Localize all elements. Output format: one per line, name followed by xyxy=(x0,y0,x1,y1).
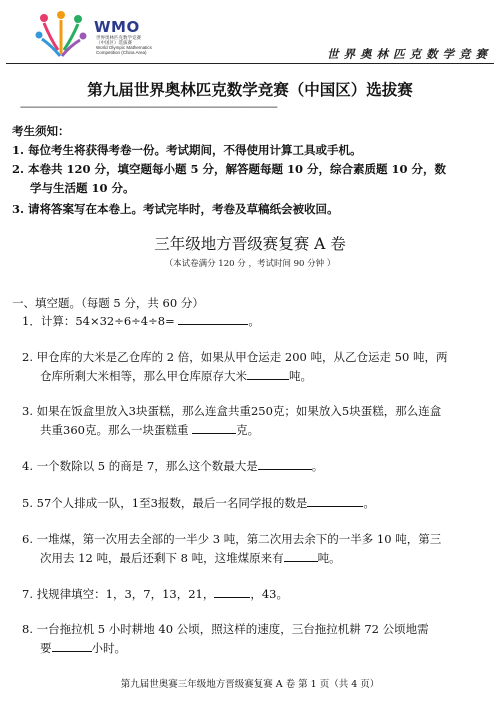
logo-small-line: （中国区）选拔赛 xyxy=(96,40,132,45)
question-text: 。 xyxy=(248,314,260,328)
page-title: 第九届世界奥林匹克数学竞赛（中国区）选拔赛 xyxy=(87,80,413,99)
question-text: 吨。 xyxy=(289,369,312,383)
question-text: 吨。 xyxy=(317,551,341,565)
answer-blank[interactable] xyxy=(214,585,250,598)
note-item: 3. 请将答案写在本卷上。考试完毕时，考卷及草稿纸会被收回。 xyxy=(12,202,339,216)
question-text: 。 xyxy=(363,496,375,510)
answer-blank[interactable] xyxy=(192,421,236,434)
question-text: 仓库所剩大米相等，那么甲仓库原存大米 xyxy=(40,369,247,383)
question-2-line-1: 2. 甲仓库的大米是乙仓库的 2 倍，如果从甲仓运走 200 吨，从乙仓运走 50 吨，两 xyxy=(22,350,448,364)
question-text: ，43。 xyxy=(250,587,288,601)
question-4 xyxy=(22,457,323,476)
question-7 xyxy=(22,585,288,604)
question-1 xyxy=(22,312,260,331)
note-item: 2. 本卷共 120 分，填空题每小题 5 分，解答题每题 10 分，综合素质题 10 分，数 xyxy=(12,162,447,176)
header-divider xyxy=(6,63,494,64)
page-footer: 第九届世奥赛三年级地方晋级赛复赛 A 卷 第 1 页（共 4 页） xyxy=(120,679,380,690)
question-text: 次用去 12 吨，最后还剩下 8 吨，这堆煤原来有 xyxy=(40,551,284,565)
logo-text: WMO xyxy=(94,18,140,36)
wmo-logo xyxy=(30,10,92,62)
note-item-continued: 学与生活题 10 分。 xyxy=(30,181,135,195)
answer-blank[interactable] xyxy=(307,494,363,507)
question-text: 小时。 xyxy=(91,641,126,655)
answer-blank[interactable] xyxy=(178,312,248,325)
answer-blank[interactable] xyxy=(284,549,318,562)
question-8-line-1: 8. 一台拖拉机 5 小时耕地 40 公顷，照这样的速度，三台拖拉机耕 72 公顷地需 xyxy=(22,622,429,636)
question-6-line-2 xyxy=(40,549,341,568)
section-heading: 一、填空题。（每题 5 分，共 60 分） xyxy=(12,296,204,310)
question-5 xyxy=(22,494,375,513)
answer-blank[interactable] xyxy=(52,639,92,652)
question-text: 5. 57个人排成一队，1至3报数，最后一名同学报的数是 xyxy=(22,496,308,510)
question-text: 共重360克。那么一块蛋糕重 xyxy=(40,423,189,437)
logo-small-line: 世界奥林匹克数学竞赛 xyxy=(96,35,141,40)
question-6-line-1: 6. 一堆煤，第一次用去全部的一半少 3 吨，第二次用去余下的一半多 10 吨，第三 xyxy=(22,532,442,546)
header-slogan: 世界奥林匹克数学竞赛 xyxy=(327,47,492,61)
question-2-line-2 xyxy=(40,367,312,386)
question-text: 1．计算：54×32÷6÷4÷8= xyxy=(22,314,175,328)
question-text: 7. 找规律填空：1，3，7，13，21， xyxy=(22,587,215,601)
exam-title: 三年级地方晋级赛复赛 A 卷 xyxy=(154,235,346,253)
question-3-line-2 xyxy=(40,421,259,440)
dashed-divider: ------------------------------------------------------------------------------------------------------------ xyxy=(20,102,277,113)
exam-subtitle: （本试卷满分 120 分 ，考试时间 90 分钟 ） xyxy=(164,259,336,269)
logo-small-line: Competition (China Area) xyxy=(96,50,147,55)
note-item: 1. 每位考生将获得考卷一份。考试期间，不得使用计算工具或手机。 xyxy=(12,143,362,157)
question-text: 。 xyxy=(311,459,324,473)
question-text: 4. 一个数除以 5 的商是 7，那么这个数最大是 xyxy=(22,459,258,473)
answer-blank[interactable] xyxy=(258,457,312,470)
question-text: 克。 xyxy=(236,423,260,437)
question-text: 要 xyxy=(40,641,52,655)
answer-blank[interactable] xyxy=(247,367,289,380)
notes-title: 考生须知： xyxy=(12,124,70,138)
question-8-line-2 xyxy=(40,639,126,658)
question-3-line-1: 3. 如果在饭盒里放入3块蛋糕，那么连盒共重250克；如果放入5块蛋糕，那么连盒 xyxy=(22,404,442,418)
logo-small-line: World Olympic Mathematics xyxy=(96,45,152,50)
